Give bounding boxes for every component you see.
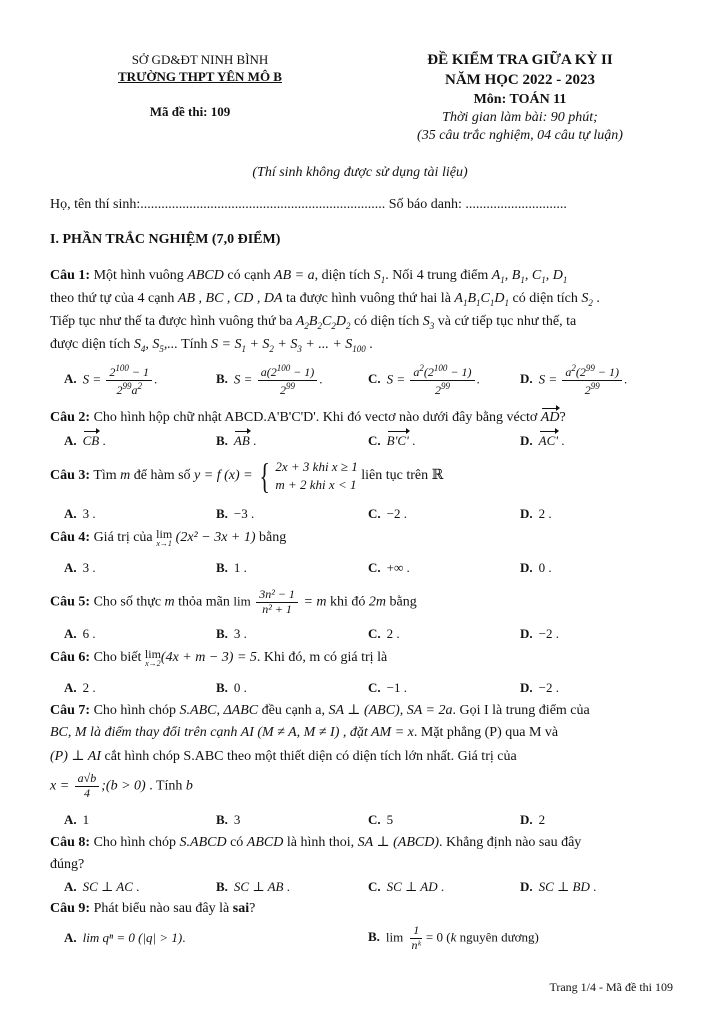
q7-text: AM = x: [371, 725, 414, 740]
header-dept: SỞ GD&ĐT NINH BÌNH: [131, 52, 269, 67]
q3-piece-1: 2x + 3 khi x ≥ 1: [275, 459, 358, 474]
q5-option-value: 6: [82, 626, 90, 641]
q4-expr: (2x² − 3x + 1): [175, 530, 256, 546]
q4-option-d[interactable]: D. 0 .: [520, 560, 552, 575]
q1-text: có diện tích: [512, 291, 578, 306]
q8-text: ABCD: [246, 835, 284, 850]
q7-text: x =: [50, 778, 70, 794]
q9-option-b-k: k: [450, 929, 457, 945]
q6-option-value: −2: [538, 680, 553, 695]
q9-text: Phát biểu nào sau đây là: [93, 901, 230, 916]
q8-text: S.ABCD: [179, 835, 227, 850]
q2-line: Câu 2: Cho hình hộp chữ nhật ABCD.A'B'C'D'. Khi đó vectơ nào dưới đây bằng véctơ AD?: [50, 410, 566, 425]
q7-denominator: 4: [83, 785, 90, 800]
q8-text: SA ⊥ (ABCD): [357, 835, 439, 850]
q5-var2: 2m: [368, 594, 387, 610]
q8-option-a[interactable]: A. SC ⊥ AC .: [64, 879, 140, 894]
q7-text: Cho hình chóp: [93, 703, 177, 718]
q3-option-b[interactable]: B. −3 .: [216, 506, 255, 521]
q7-option-value: 3: [233, 812, 241, 827]
header-exam-code: Mã đề thi: 109: [149, 104, 231, 119]
q8-option-d[interactable]: D. SC ⊥ BD .: [520, 879, 597, 894]
q1-text: Tính: [181, 337, 208, 352]
q7-text: . Gọi I là trung điểm của: [452, 703, 590, 718]
candidate-line: [50, 197, 567, 213]
q1-text: Một hình vuông: [93, 268, 184, 283]
page-footer: Trang 1/4 - Mã đề thi 109: [549, 980, 673, 994]
q3-option-a[interactable]: A. 3 .: [64, 506, 96, 521]
q6-label: Câu 6:: [50, 650, 91, 666]
q9-option-b-num: 1: [410, 924, 422, 939]
q5-text: Cho số thực: [93, 594, 162, 610]
q5-option-b[interactable]: B. 3 .: [216, 626, 247, 641]
q1-text: ta được hình vuông thứ hai là: [286, 291, 451, 306]
candidate-id-label: Số báo danh: .............................: [388, 197, 567, 212]
q4-option-value: +∞: [386, 560, 404, 575]
q1-text: Tiếp tục như thế ta được hình vuông thứ ba: [50, 314, 293, 329]
q1-option-d[interactable]: D. S = $\frac{a^2(2^{99} - 1)}{2^{99}}$ .: [520, 363, 628, 397]
q5-text: thỏa mãn: [178, 594, 230, 610]
q8-option-c[interactable]: C. SC ⊥ AD .: [368, 879, 445, 894]
q9-emphasis: sai: [232, 901, 250, 916]
q7-option-value: 2: [538, 812, 546, 827]
q2-option-value: CB: [82, 433, 100, 448]
q4-option-a[interactable]: A. 3 .: [64, 560, 96, 575]
q9-option-value: lim qⁿ = 0 (|q| > 1): [82, 930, 183, 945]
q7-text: đều cạnh a,: [261, 703, 325, 718]
q2-option-value: AB: [233, 433, 250, 448]
q1-line-4: được diện tích $S_4$, $S_5$,... Tính $S = S_1 + S_2 + S_3$ + ... + $S_{100}$ .: [50, 337, 373, 354]
q7-line-3: [50, 748, 517, 765]
header-note: (Thí sinh không được sử dụng tài liệu): [252, 165, 468, 180]
q3-text: để hàm số: [133, 468, 191, 484]
q9-option-b-text: = 0 (: [425, 929, 451, 945]
q6-option-b[interactable]: B. 0 .: [216, 680, 247, 695]
q9-text: ?: [249, 901, 256, 916]
q2-option-d[interactable]: D. AC' .: [520, 433, 565, 448]
q2-option-value: B'C': [386, 433, 409, 448]
q4-limit-sub: x→1: [156, 539, 172, 548]
header-time: Thời gian làm bài: 90 phút;: [442, 110, 598, 125]
q6-text: . Khi đó, m có giá trị là: [256, 650, 388, 666]
q5-option-value: 3: [233, 626, 241, 641]
q7-text: S.ABC,: [179, 703, 220, 718]
q9-label: Câu 9:: [50, 901, 91, 916]
q3-option-d[interactable]: D. 2 .: [520, 506, 552, 521]
q7-line-1: [50, 702, 590, 719]
q2-text: Cho hình hộp chữ nhật ABCD.A'B'C'D'. Khi đó vectơ nào dưới đây bằng véctơ: [93, 410, 538, 425]
q5-option-a[interactable]: A. 6 .: [64, 626, 96, 641]
header-school: TRƯỜNG THPT YÊN MÔ B: [118, 69, 282, 84]
q3-text: liên tục trên ℝ: [361, 468, 444, 484]
q4-option-value: 0: [538, 560, 546, 575]
q3-label: Câu 3:: [50, 468, 91, 484]
q1-option-a[interactable]: A. S = $\frac{2^{100} - 1}{2^{99}a^2}$ .: [64, 363, 158, 397]
q6-option-value: 2: [82, 680, 90, 695]
q6-line: [50, 648, 387, 668]
q5-text: bằng: [389, 594, 417, 610]
q6-expr: (4x + m − 3) = 5: [160, 650, 257, 666]
q3-option-c[interactable]: C. −2 .: [368, 506, 407, 521]
q5-denominator: n² + 1: [262, 601, 292, 616]
q7-var: b: [185, 778, 193, 794]
q9-line: [50, 901, 255, 917]
q7-text: . Mặt phẳng (P) qua M và: [413, 725, 559, 740]
q9-option-b-den: nᵏ: [411, 937, 421, 952]
q9-option-b-lim: lim: [385, 929, 404, 945]
q8-label: Câu 8:: [50, 835, 91, 850]
section-title: I. PHẦN TRẮC NGHIỆM (7,0 ĐIỂM): [50, 232, 281, 247]
q8-option-value: SC ⊥ AC: [82, 879, 133, 894]
q3-brace: {: [259, 456, 270, 496]
q7-text: ;(b > 0): [101, 778, 146, 794]
q4-option-c[interactable]: C. +∞ .: [368, 560, 410, 575]
q8-line-1: [50, 834, 581, 851]
q6-option-d[interactable]: D. −2 .: [520, 680, 559, 695]
q9-option-b[interactable]: B. lim $\frac{1}{\text{nᵏ}}$ = 0 (k nguyên dương): [368, 923, 539, 952]
q6-limit: lim x→2: [144, 647, 161, 668]
q7-line-4: [50, 772, 193, 801]
q2-target-vector: AD: [540, 410, 560, 425]
q2-label: Câu 2:: [50, 410, 91, 425]
q5-text: khi đó: [330, 594, 366, 610]
q1-text: . Nối 4 trung điểm: [385, 268, 489, 283]
q3-line: [50, 458, 443, 494]
q1-text: và cứ tiếp tục như thế, ta: [437, 314, 577, 329]
q6-limit-sub: x→2: [145, 659, 161, 668]
q5-option-d[interactable]: D. −2 .: [520, 626, 559, 641]
q7-text: . Tính: [149, 778, 183, 794]
q4-label: Câu 4:: [50, 530, 91, 546]
header-structure: (35 câu trắc nghiệm, 04 câu tự luận): [417, 128, 623, 143]
q7-option-c[interactable]: C. 5: [368, 812, 394, 827]
q5-eq: = m: [303, 594, 327, 610]
q1-line-3: Tiếp tục như thế ta được hình vuông thứ ba $A_2B_2C_2D_2$ có diện tích $S_3$ và cứ tiếp tục như thế, ta: [50, 314, 577, 331]
header-year: NĂM HỌC 2022 - 2023: [445, 72, 595, 88]
q7-text: BC, M là điểm thay đổi trên cạnh AI (M ≠ A, M ≠ I) , đặt: [50, 725, 368, 740]
q4-option-value: 3: [82, 560, 90, 575]
q5-label: Câu 5:: [50, 594, 91, 610]
q6-option-value: −1: [386, 680, 401, 695]
q1-text: có cạnh: [227, 268, 271, 283]
header-subject: Môn: TOÁN 11: [473, 92, 567, 107]
q8-option-value: SC ⊥ BD: [538, 879, 590, 894]
q7-numerator: a√b: [75, 772, 100, 787]
q7-option-a[interactable]: A. 1: [64, 812, 90, 827]
q1-line-2: theo thứ tự của 4 cạnh AB , BC , CD , DA ta được hình vuông thứ hai là $A_1B_1C_1D_1$ có diện tích $S_2$ .: [50, 291, 600, 308]
q8-text: có: [230, 835, 244, 850]
q1-text: có diện tích: [353, 314, 420, 329]
q8-option-value: SC ⊥ AD: [386, 879, 438, 894]
q3-option-value: −2: [386, 506, 401, 521]
q4-text: bằng: [259, 530, 287, 546]
q2-option-value: AC': [538, 433, 559, 448]
q3-option-value: −3: [233, 506, 248, 521]
q1-option-b[interactable]: B. S = $\frac{a(2^{100} - 1)}{2^{99}}$ .: [216, 363, 323, 397]
q7-option-b[interactable]: B. 3: [216, 812, 241, 827]
q2-option-b[interactable]: B. AB .: [216, 433, 257, 448]
q1-text: theo thứ tự của 4 cạnh: [50, 291, 175, 306]
q3-option-value: 3: [82, 506, 90, 521]
q2-option-c[interactable]: C. B'C' .: [368, 433, 416, 448]
q4-text: Giá trị của: [93, 530, 153, 546]
q2-option-a[interactable]: A. CB .: [64, 433, 106, 448]
q1-line-1: Câu 1: Một hình vuông ABCD có cạnh AB = a, diện tích $S_1$. Nối 4 trung điểm $A_1$, $B_1$, $C_1$, $D_1$: [50, 268, 568, 285]
q3-piecewise: [275, 458, 357, 494]
q3-text: Tìm: [93, 468, 117, 484]
q8-text: . Khẳng định nào sau đây: [438, 835, 582, 850]
q1-text: được diện tích: [50, 337, 131, 352]
q3-piece-2: m + 2 khi x < 1: [275, 477, 357, 492]
q5-option-value: −2: [538, 626, 553, 641]
q7-text: (P) ⊥ AI: [50, 749, 102, 764]
q8-option-value: SC ⊥ AB: [233, 879, 284, 894]
q7-text: SA ⊥ (ABC), SA = 2a: [328, 703, 453, 718]
q9-option-a[interactable]: A. lim qⁿ = 0 (|q| > 1).: [64, 930, 186, 945]
q7-label: Câu 7:: [50, 703, 91, 718]
q8-line-2: đúng?: [50, 857, 85, 872]
header-exam-title: ĐỀ KIỂM TRA GIỮA KỲ II: [427, 52, 613, 68]
q4-limit: lim x→1: [156, 527, 173, 548]
q5-var: m: [164, 594, 175, 610]
q7-line-2: [50, 725, 558, 741]
q7-option-d[interactable]: D. 2: [520, 812, 546, 827]
q8-option-b[interactable]: B. SC ⊥ AB .: [216, 879, 290, 894]
q1-label: Câu 1:: [50, 268, 91, 283]
q6-option-value: 0: [233, 680, 241, 695]
q8-text: là hình thoi,: [286, 835, 355, 850]
q5-numerator: 3n² − 1: [256, 588, 298, 603]
q8-text: Cho hình chóp: [93, 835, 177, 850]
candidate-name-label: Họ, tên thí sinh:......................................................................: [50, 197, 386, 212]
q1-text: , diện tích: [314, 268, 371, 283]
q5-line: Câu 5: Cho số thực m thỏa mãn lim $\frac{\text{3n² − 1}}{\text{n² + 1}}$ = m khi đó 2m bằng: [50, 587, 417, 616]
q1-option-c[interactable]: C. S = $\frac{a^2(2^{100} - 1)}{2^{99}}$ .: [368, 363, 480, 397]
q7-option-value: 5: [386, 812, 394, 827]
q7-option-value: 1: [82, 812, 90, 827]
q5-option-c[interactable]: C. 2 .: [368, 626, 400, 641]
q3-var: m: [120, 468, 131, 484]
q6-option-a[interactable]: A. 2 .: [64, 680, 96, 695]
q6-option-c[interactable]: C. −1 .: [368, 680, 407, 695]
q7-text: cắt hình chóp S.ABC theo một thiết diện có diện tích lớn nhất. Giá trị của: [104, 749, 517, 764]
q4-option-b[interactable]: B. 1 .: [216, 560, 247, 575]
q9-option-b-text: nguyên dương): [459, 929, 539, 945]
q6-text: Cho biết: [93, 650, 142, 666]
q5-option-value: 2: [386, 626, 394, 641]
q4-option-value: 1: [233, 560, 241, 575]
q7-text: ΔABC: [223, 703, 259, 718]
q3-option-value: 2: [538, 506, 546, 521]
q4-line: [50, 528, 286, 548]
q3-func: y = f (x) =: [194, 468, 253, 484]
